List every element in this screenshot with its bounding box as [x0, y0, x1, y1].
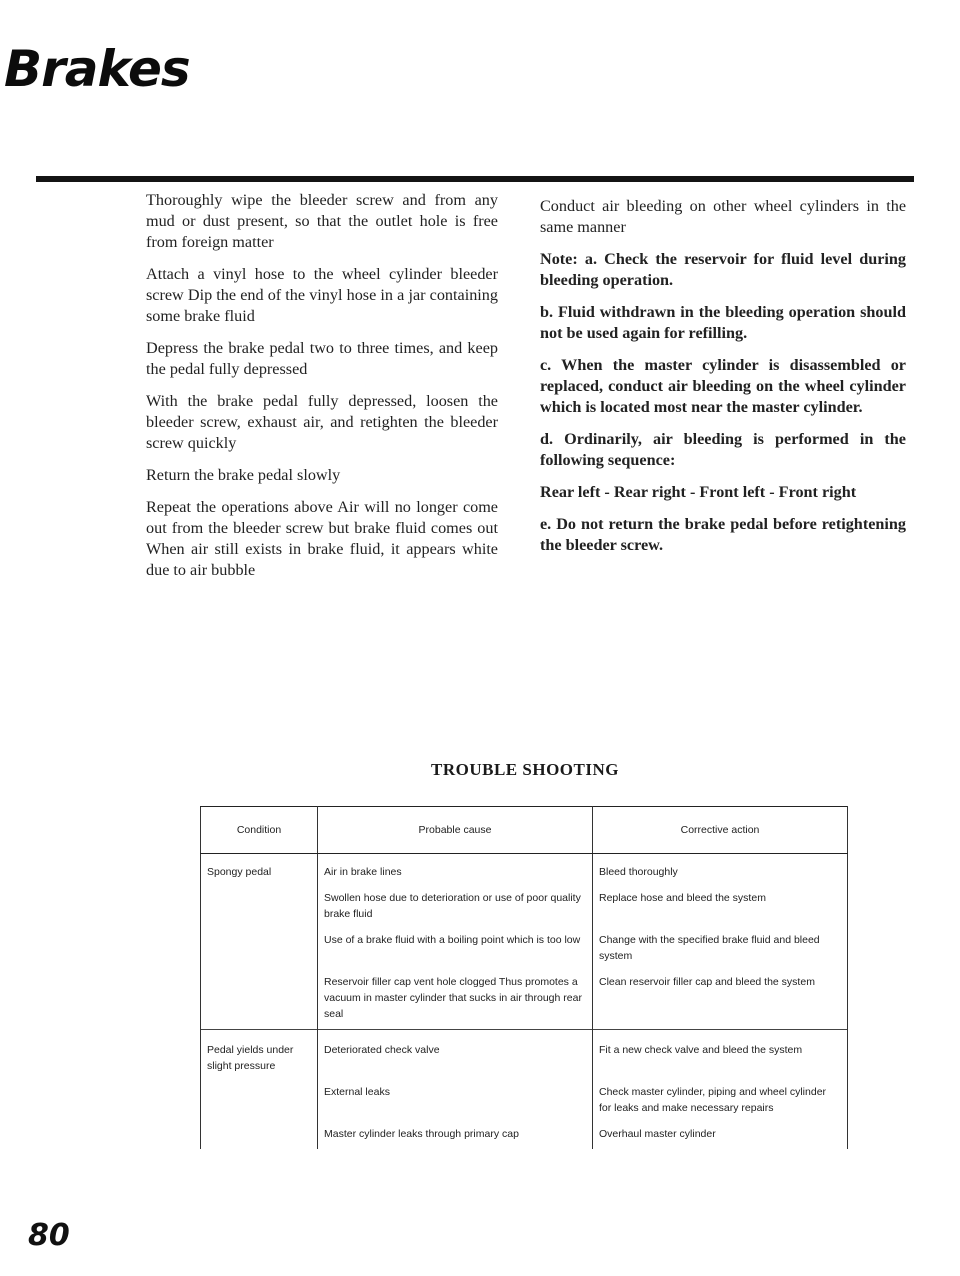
action-cell: Fit a new check valve and bleed the system [593, 1030, 848, 1082]
note: c. When the master cylinder is disassembled or replaced, conduct air bleeding on the wheel cylinder which is located most near the master cylinder. [540, 356, 906, 416]
note: e. Do not return the brake pedal before retightening the bleeder screw. [540, 515, 906, 554]
condition-cell: Spongy pedal [201, 854, 318, 888]
paragraph: Repeat the operations above Air will no longer come out from the bleeder screw but brake fluid comes out When air still exists in brake fluid, it appears white due to air bubble [146, 498, 498, 579]
right-column [540, 196, 906, 567]
table-row [201, 1081, 848, 1123]
condition-cell [201, 971, 318, 1030]
table-row [201, 1123, 848, 1149]
action-cell: Change with the specified brake fluid and bleed system [593, 929, 848, 971]
table-row [201, 971, 848, 1030]
condition-cell [201, 1123, 318, 1149]
cause-cell: Deteriorated check valve [318, 1030, 593, 1082]
condition-cell [201, 887, 318, 929]
cause-cell: Use of a brake fluid with a boiling point which is too low [318, 929, 593, 971]
table-row [201, 854, 848, 888]
note: d. Ordinarily, air bleeding is performed in the following sequence: [540, 430, 906, 469]
paragraph: Thoroughly wipe the bleeder screw and from any mud or dust present, so that the outlet hole is free from foreign matter [146, 191, 498, 251]
condition-cell [201, 1081, 318, 1123]
trouble-shooting-table [200, 806, 848, 1149]
paragraph: Attach a vinyl hose to the wheel cylinder bleeder screw Dip the end of the vinyl hose in a jar containing some brake fluid [146, 265, 498, 325]
column-header: Probable cause [318, 807, 593, 854]
cause-cell: Reservoir filler cap vent hole clogged Thus promotes a vacuum in master cylinder that sucks in air through rear seal [318, 971, 593, 1030]
note: Rear left - Rear right - Front left - Front right [540, 483, 857, 501]
action-cell: Replace hose and bleed the system [593, 887, 848, 929]
cause-cell: Master cylinder leaks through primary cap [318, 1123, 593, 1149]
left-column [146, 190, 498, 592]
section-title: Brakes [4, 40, 190, 98]
trouble-shooting-title: TROUBLE SHOOTING [431, 760, 619, 779]
cause-cell: Air in brake lines [318, 854, 593, 888]
cause-cell: Swollen hose due to deterioration or use of poor quality brake fluid [318, 887, 593, 929]
table-row [201, 1030, 848, 1082]
condition-cell [201, 929, 318, 971]
action-cell: Overhaul master cylinder [593, 1123, 848, 1149]
action-cell: Bleed thoroughly [593, 854, 848, 888]
cause-cell: External leaks [318, 1081, 593, 1123]
paragraph: Return the brake pedal slowly [146, 466, 341, 484]
column-header: Corrective action [593, 807, 848, 854]
column-header: Condition [201, 807, 318, 854]
table-row [201, 929, 848, 971]
header-rule [36, 176, 914, 182]
table-row [201, 887, 848, 929]
page-number: 80 [28, 1218, 70, 1253]
note: b. Fluid withdrawn in the bleeding operation should not be used again for refilling. [540, 303, 906, 342]
condition-cell: Pedal yields under slight pressure [201, 1030, 318, 1082]
paragraph: With the brake pedal fully depressed, loosen the bleeder screw, exhaust air, and retighten the bleeder screw quickly [146, 392, 498, 452]
table-header-row [201, 807, 848, 854]
paragraph: Conduct air bleeding on other wheel cylinders in the same manner [540, 197, 906, 236]
note: Note: a. Check the reservoir for fluid level during bleeding operation. [540, 250, 906, 289]
paragraph: Depress the brake pedal two to three times, and keep the pedal fully depressed [146, 339, 498, 378]
action-cell: Check master cylinder, piping and wheel cylinder for leaks and make necessary repairs [593, 1081, 848, 1123]
action-cell: Clean reservoir filler cap and bleed the system [593, 971, 848, 1030]
